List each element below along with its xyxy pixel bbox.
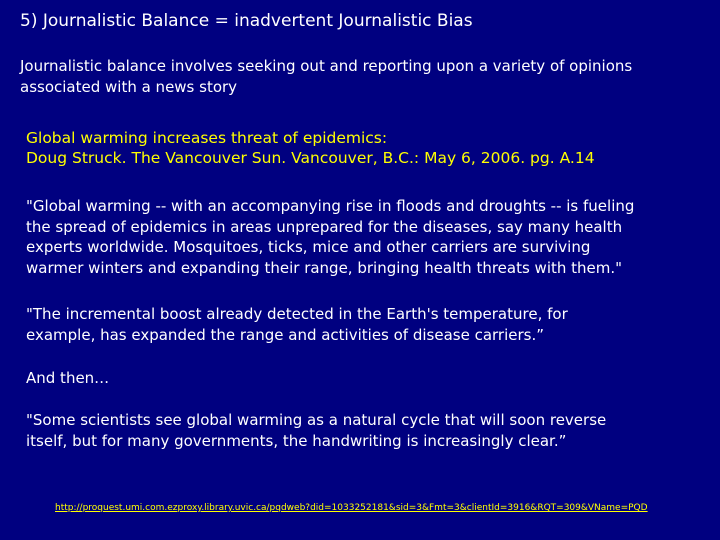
intro-line: Journalistic balance involves seeking out and reporting upon a variety of opinions bbox=[20, 57, 633, 75]
quote-line: itself, but for many governments, the handwriting is increasingly clear.” bbox=[26, 431, 567, 450]
transition-text bbox=[26, 368, 716, 389]
source-link[interactable]: http://proquest.umi.com.ezproxy.library.uvic.ca/pqdweb?did=1033252181&sid=3&Fmt=3&clientId=3916&RQT=309&VName=PQD bbox=[55, 503, 648, 513]
article-source: Doug Struck. The Vancouver Sun. Vancouver, B.C.: May 6, 2006. pg. A.14 bbox=[26, 149, 595, 167]
quote-line: the spread of epidemics in areas unprepared for the diseases, say many health bbox=[26, 217, 623, 236]
quote-line: experts worldwide. Mosquitoes, ticks, mice and other carriers are surviving bbox=[26, 238, 591, 256]
quote-temperature bbox=[26, 304, 716, 345]
intro-line: associated with a news story bbox=[20, 78, 238, 96]
quote-line: "The incremental boost already detected in the Earth's temperature, for bbox=[26, 305, 568, 323]
quote-natural-cycle bbox=[26, 410, 716, 451]
intro-paragraph bbox=[20, 56, 710, 98]
transition-line: And then… bbox=[26, 369, 110, 387]
quote-line: example, has expanded the range and activities of disease carriers.” bbox=[26, 325, 545, 344]
slide-title: 5) Journalistic Balance = inadvertent Journalistic Bias bbox=[20, 11, 473, 31]
quote-line: warmer winters and expanding their range, bringing health threats with them." bbox=[26, 258, 623, 277]
quote-line: "Global warming -- with an accompanying rise in floods and droughts -- is fueling bbox=[26, 197, 635, 215]
article-citation bbox=[26, 128, 716, 168]
quote-line: "Some scientists see global warming as a natural cycle that will soon reverse bbox=[26, 411, 607, 429]
article-headline: Global warming increases threat of epidemics: bbox=[26, 129, 388, 147]
quote-epidemics bbox=[26, 196, 716, 278]
